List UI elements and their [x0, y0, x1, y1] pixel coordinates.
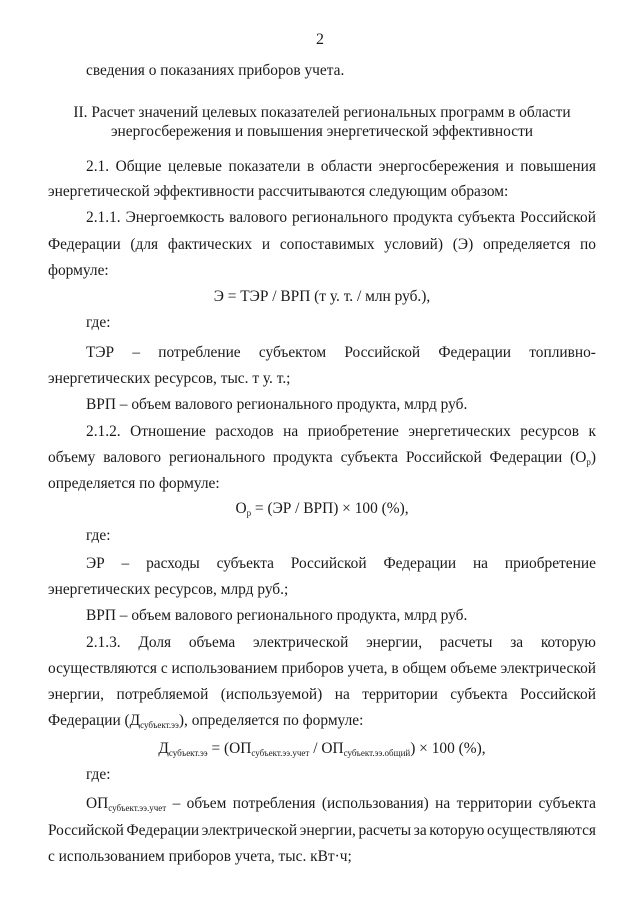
word: объему — [48, 449, 96, 466]
word: Энергоемкость — [125, 209, 225, 226]
where-label-3: где: — [86, 766, 111, 783]
word: Российской — [344, 344, 421, 361]
justified-line-22 — [86, 634, 596, 652]
word: которую — [540, 634, 596, 651]
metered-consumption-term: $ОП_{субъект.ээ.учет}$ — [86, 795, 167, 813]
word: 2.1. — [86, 158, 110, 175]
word: Российской — [48, 822, 124, 839]
word: энергии, — [48, 686, 105, 703]
word: Российской — [520, 686, 596, 703]
word: валового — [103, 449, 162, 466]
word: расходов — [215, 423, 274, 440]
word: (используемой) — [220, 686, 323, 703]
text-line-21: ВРП – объем валового регионального продукта, млрд руб. — [86, 607, 468, 624]
text-line-30: с использованием приборов учета, тыс. кВт·ч; — [48, 848, 352, 865]
word: 2.1.3. — [86, 634, 121, 651]
word: – — [172, 795, 181, 812]
word: определяется — [482, 236, 571, 253]
word: Федерации — [489, 449, 563, 466]
justified-line-7 — [48, 236, 596, 254]
word: энергии, — [299, 822, 356, 839]
word: топливно- — [529, 344, 596, 361]
justified-line-6 — [86, 209, 596, 227]
word: электрической — [201, 822, 298, 839]
text-line-5: энергетической эффективности рассчитываются следующим образом: — [48, 183, 509, 200]
where-label-1: где: — [86, 314, 111, 331]
word: энергии, — [366, 634, 423, 651]
word: на — [435, 795, 451, 812]
text-line-8: формуле: — [48, 262, 109, 279]
word: которую — [429, 822, 485, 839]
word: продукта — [393, 209, 453, 226]
word: показатели — [228, 158, 301, 175]
word: условий) — [384, 236, 444, 253]
word: электрической — [252, 634, 349, 651]
word: и — [261, 236, 271, 253]
word: Российской — [290, 555, 367, 572]
justified-line-24 — [48, 686, 596, 704]
word: энергетических — [408, 423, 511, 440]
word: регионального — [291, 209, 389, 226]
word: к — [588, 423, 596, 440]
section-heading-line-1: II. Расчет значений целевых показателей региональных программ в области — [73, 104, 571, 121]
word: объема — [188, 634, 236, 651]
text-line-25: Федерации $(Д_{субъект.ээ})$, определяется по формуле: — [48, 712, 364, 730]
justified-line-4 — [86, 158, 596, 176]
word: 2.1.1. — [86, 209, 121, 226]
word: Доля — [138, 634, 172, 651]
word: и — [505, 158, 514, 175]
word: повышения — [520, 158, 596, 175]
word: объем — [186, 795, 227, 812]
where-label-2: где: — [86, 527, 111, 544]
justified-line-14 — [86, 423, 596, 441]
word: территории — [456, 795, 533, 812]
word: на — [283, 423, 299, 440]
formula-expense-ratio: $О_р = (ЭР / ВРП) \times 100$ (%), — [235, 500, 409, 518]
justified-line-15 — [48, 449, 596, 467]
text-line-12: энергетических ресурсов, тыс. т у. т.; — [48, 370, 291, 387]
word: в — [307, 158, 315, 175]
word: ТЭР — [86, 344, 115, 361]
word: ресурсов — [520, 423, 579, 440]
word: Федерации — [126, 822, 200, 839]
word: регионального — [168, 449, 266, 466]
page-number: 2 — [316, 31, 324, 48]
word: за — [510, 634, 524, 651]
word: на — [472, 555, 489, 572]
word: Федерации — [383, 555, 457, 572]
word: Федерации — [48, 236, 121, 253]
word: субъекта — [216, 555, 274, 572]
formula-energy-intensity: Э = ТЭР / ВРП (т у. т. / млн руб.), — [213, 288, 431, 305]
justified-line-15-tail: $_р$) — [586, 449, 596, 467]
word: расчеты — [439, 634, 493, 651]
word: Российской — [405, 449, 482, 466]
justified-line-19 — [86, 555, 596, 573]
word: области — [320, 158, 373, 175]
formula-metered-share: $Д_{субъект.ээ} = (ОП_{субъект.ээ.учет} / ОП_{субъект.ээ.общий}) \times 100$ (%), — [158, 740, 486, 758]
word: субъекта — [538, 795, 596, 812]
text-line-16: определяется по формуле: — [48, 475, 220, 492]
text-line-23: осуществляются с использованием приборов учета, в общем объеме электрической — [48, 660, 596, 677]
word: расходы — [146, 555, 200, 572]
text-line-20: энергетических ресурсов, млрд руб.; — [48, 581, 289, 598]
word: – — [132, 344, 141, 361]
word: территории — [362, 686, 438, 703]
word: энергосбережения — [378, 158, 499, 175]
word: (для — [130, 236, 159, 253]
word: Общие — [115, 158, 162, 175]
word: расчеты — [358, 822, 412, 839]
word: Отношение — [130, 423, 206, 440]
section-heading-line-2: энергосбережения и повышения энергетической эффективности — [110, 123, 534, 140]
word: фактических — [167, 236, 253, 253]
text-line-1: сведения о показаниях приборов учета. — [86, 62, 345, 79]
word: за — [413, 822, 427, 839]
word: приобретение — [504, 555, 596, 572]
word: потребляемой — [116, 686, 209, 703]
word: ЭР — [86, 555, 105, 572]
text-line-13: ВРП – объем валового регионального продукта, млрд руб. — [86, 396, 468, 413]
word: потребления — [232, 795, 316, 812]
justified-line-28 — [86, 795, 596, 813]
word: субъекта — [450, 686, 508, 703]
word: сопоставимых — [279, 236, 375, 253]
word: Федерации — [438, 344, 512, 361]
word: субъектом — [258, 344, 327, 361]
word: субъекта — [340, 449, 398, 466]
word: субъекта — [457, 209, 516, 226]
word: по — [580, 236, 596, 253]
word: на — [334, 686, 350, 703]
word: – — [121, 555, 130, 572]
word: Российской — [520, 209, 596, 226]
word: (использования) — [321, 795, 429, 812]
word: приобретение — [307, 423, 399, 440]
word: потребление — [158, 344, 241, 361]
word: продукта — [273, 449, 333, 466]
justified-line-11 — [86, 344, 596, 362]
word: 2.1.2. — [86, 423, 121, 440]
justified-line-29 — [48, 822, 596, 840]
word: целевые — [167, 158, 222, 175]
word: валового — [229, 209, 288, 226]
word: $(О_р)$ — [570, 449, 596, 467]
word: осуществляются — [487, 822, 596, 839]
word: (Э) — [452, 236, 474, 253]
